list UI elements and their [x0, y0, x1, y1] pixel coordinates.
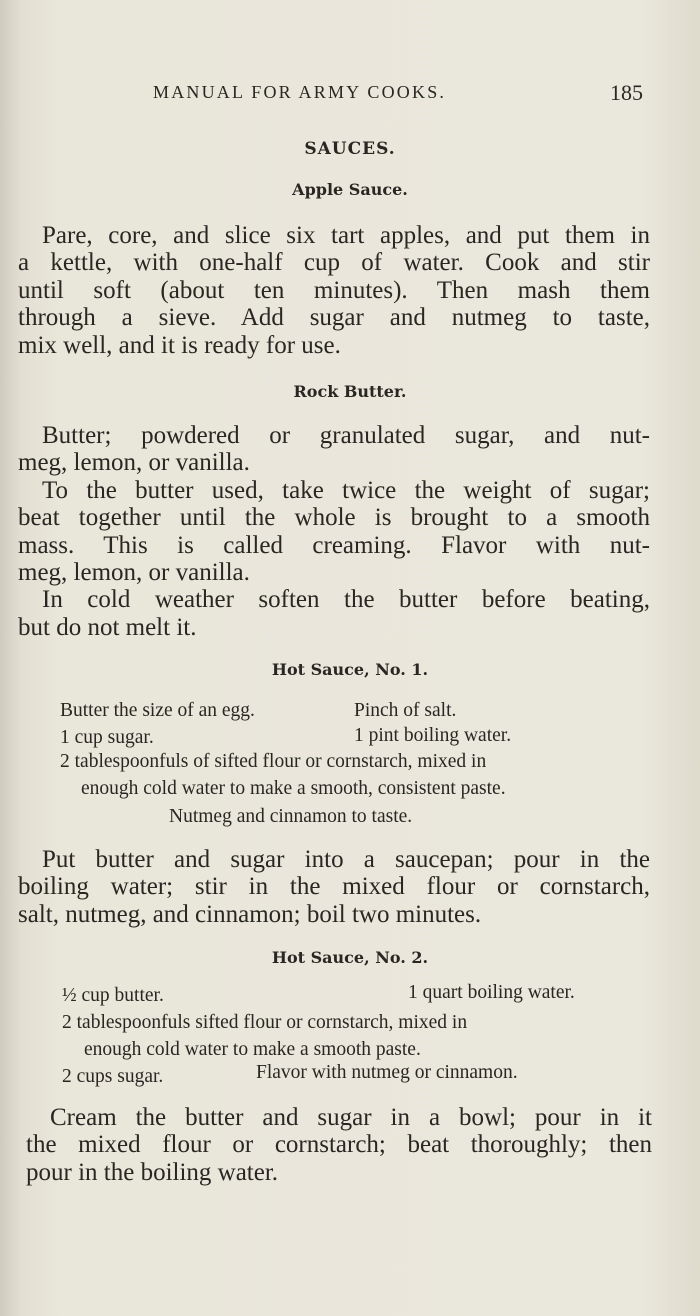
text-line: mass. This is called creaming. Flavor with nut- [18, 531, 650, 559]
ingredient-flavor: Flavor with nutmeg or cinnamon. [256, 1062, 518, 1083]
recipe-title-hot-sauce-1: Hot Sauce, No. 1. [271, 660, 429, 679]
running-head [0, 82, 700, 106]
text-line: through a sieve. Add sugar and nutmeg to taste, [18, 304, 650, 332]
text-line: pour in the boiling water. [26, 1158, 279, 1186]
page-number: 185 [610, 80, 643, 105]
text-line: Put butter and sugar into a saucepan; pour in the [42, 846, 650, 873]
ingredient-flour-cont: enough cold water to make a smooth, consistent paste. [81, 778, 506, 799]
text-line: mix well, and it is ready for use. [18, 331, 341, 359]
hot-sauce-1-text [18, 846, 650, 928]
ingredient-water: 1 pint boiling water. [354, 725, 512, 746]
ingredient-spice: Nutmeg and cinnamon to taste. [169, 806, 413, 827]
ingredient-flour: 2 tablespoonfuls of sifted flour or cornstarch, mixed in [60, 751, 487, 772]
text-line: but do not melt it. [18, 613, 197, 641]
text-line: Butter; powdered or granulated sugar, and nut- [42, 422, 650, 449]
ingredient-water: 1 quart boiling water. [408, 982, 575, 1003]
running-title: MANUAL FOR ARMY COOKS. [153, 82, 447, 102]
text-line: the mixed flour or cornstarch; beat thoroughly; then [26, 1131, 652, 1159]
ingredient-butter: ½ cup butter. [62, 985, 164, 1006]
rock-butter-text [18, 422, 650, 641]
ingredient-flour: 2 tablespoonfuls sifted flour or cornstarch, mixed in [62, 1012, 468, 1033]
recipe-title-apple-sauce: Apple Sauce. [292, 180, 408, 199]
text-line: In cold weather soften the butter before beating, [42, 586, 650, 614]
apple-sauce-text [18, 222, 650, 359]
section-title: SAUCES. [304, 139, 396, 159]
ingredient-sugar: 2 cups sugar. [62, 1066, 164, 1087]
text-line: Pare, core, and slice six tart apples, and put them in [42, 222, 650, 249]
text-line: meg, lemon, or vanilla. [18, 449, 250, 477]
recipe-title-rock-butter: Rock Butter. [293, 382, 407, 401]
text-line: a kettle, with one-half cup of water. Cook and stir [18, 249, 650, 277]
text-line: salt, nutmeg, and cinnamon; boil two minutes. [18, 900, 482, 928]
ingredient-flour-cont: enough cold water to make a smooth paste. [84, 1039, 421, 1060]
text-line: until soft (about ten minutes). Then mash them [18, 276, 650, 304]
text-line: beat together until the whole is brought to a smooth [18, 504, 650, 532]
ingredient-salt: Pinch of salt. [354, 700, 457, 721]
ingredient-butter: Butter the size of an egg. [60, 700, 255, 721]
text-line: meg, lemon, or vanilla. [18, 559, 250, 587]
hot-sauce-2-text [26, 1104, 652, 1186]
recipe-title-hot-sauce-2: Hot Sauce, No. 2. [271, 948, 429, 967]
text-line: To the butter used, take twice the weight of sugar; [42, 476, 650, 504]
text-line: Cream the butter and sugar in a bowl; pour in it [50, 1104, 652, 1131]
ingredient-sugar: 1 cup sugar. [60, 727, 154, 748]
text-line: boiling water; stir in the mixed flour or cornstarch, [18, 873, 650, 901]
